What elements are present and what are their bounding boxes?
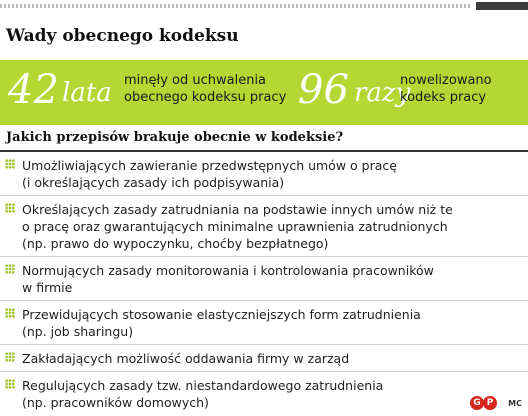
top-hatch-stripe xyxy=(0,4,470,8)
stat-amendments-desc-line: nowelizowano xyxy=(400,73,492,88)
author-initials: MC xyxy=(508,399,522,408)
list-item xyxy=(0,257,528,301)
list-item-line: Zakładających możliwość oddawania firmy w zarząd xyxy=(22,351,350,366)
publisher-logo-icon: G xyxy=(470,396,484,410)
list-item-line: (np. prawo do wypoczynku, choćby bezpłatnego) xyxy=(22,236,329,251)
stat-amendments-description xyxy=(400,72,492,106)
stat-years-desc-line: minęły od uchwalenia xyxy=(124,73,267,88)
list-item xyxy=(0,372,528,415)
section-question: Jakich przepisów brakuje obecnie w kodeksie? xyxy=(6,130,344,145)
dotted-bullet-icon xyxy=(5,159,15,169)
stat-amendments-number: 96 xyxy=(298,67,349,113)
list-item-line: Określających zasady zatrudniania na podstawie innych umów niż te xyxy=(22,202,453,217)
missing-regulations-list xyxy=(0,152,528,415)
publisher-logo-icon: P xyxy=(483,396,497,410)
list-item-line: Normujących zasady monitorowania i kontrolowania pracowników xyxy=(22,263,434,278)
dotted-bullet-icon xyxy=(5,264,15,274)
infographic-title: Wady obecnego kodeksu xyxy=(6,26,239,46)
list-item-line: Przewidujących stosowanie elastyczniejszych form zatrudnienia xyxy=(22,307,421,322)
dotted-bullet-icon xyxy=(5,352,15,362)
dotted-bullet-icon xyxy=(5,308,15,318)
list-item xyxy=(0,301,528,345)
stat-years-number: 42 xyxy=(8,67,59,113)
stat-years-description xyxy=(124,72,286,106)
list-item-line: w firmie xyxy=(22,280,73,295)
list-item xyxy=(0,152,528,196)
dotted-bullet-icon xyxy=(5,379,15,389)
stats-banner xyxy=(0,60,528,125)
list-item xyxy=(0,345,528,372)
top-dark-block xyxy=(476,2,528,10)
dotted-bullet-icon xyxy=(5,203,15,213)
list-item-line: (i określających zasady ich podpisywania) xyxy=(22,175,285,190)
list-item-line: (np. pracowników domowych) xyxy=(22,395,209,410)
stat-years-unit: lata xyxy=(62,78,112,108)
list-item-line: o pracę oraz gwarantujących minimalne uprawnienia zatrudnionych xyxy=(22,219,448,234)
list-item-line: (np. job sharingu) xyxy=(22,324,134,339)
list-item xyxy=(0,196,528,257)
stat-years-desc-line: obecnego kodeksu pracy xyxy=(124,90,287,105)
stat-amendments-unit: razy xyxy=(354,78,411,108)
stat-amendments-desc-line: kodeks pracy xyxy=(400,90,487,105)
list-item-line: Umożliwiających zawieranie przedwstępnych umów o pracę xyxy=(22,158,397,173)
list-item-line: Regulujących zasady tzw. niestandardowego zatrudnienia xyxy=(22,378,384,393)
top-decorative-bar xyxy=(0,0,528,10)
